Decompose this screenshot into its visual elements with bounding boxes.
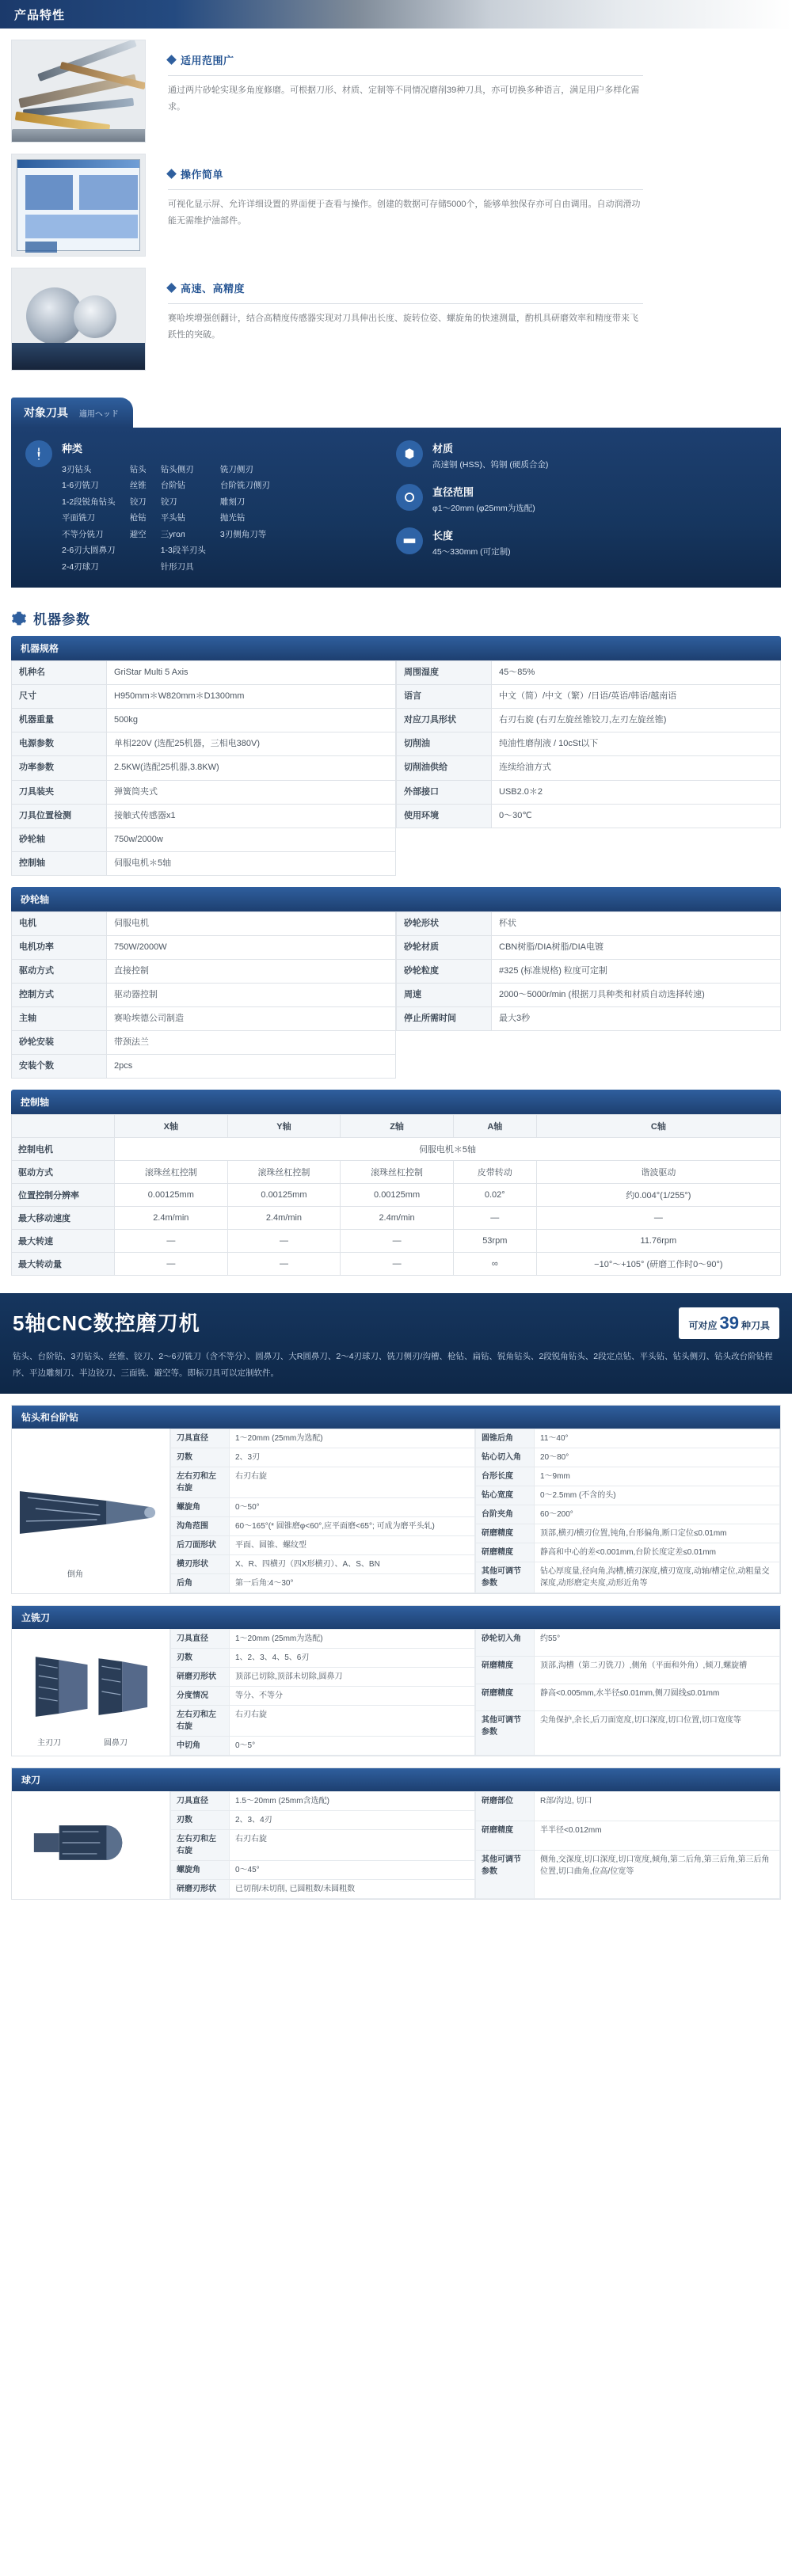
table-row: 台形长度 1～9mm [476, 1467, 780, 1486]
tool-attributes-block [396, 440, 767, 575]
list-item: 3刃侧角刀等 [219, 529, 267, 539]
list-item: 2-4刃球刀 [62, 561, 99, 572]
tool-kinds-title: 种类 [62, 443, 83, 455]
list-item: 1-6刃铣刀 [62, 481, 99, 491]
section-title: 机器参数 [33, 612, 90, 628]
table-row: 研磨刃形状 已切削/未切削, 已圆粗数/未圆粗数 [171, 1879, 475, 1898]
diamond-icon [166, 169, 177, 179]
machine-spec-title: 机器规格 [11, 636, 781, 660]
attribute-title: 材质 [432, 443, 454, 455]
table-row: 刃数 2、3刃 [171, 1448, 475, 1467]
target-tools-section [11, 398, 781, 588]
table-row: 刀具装夹 弹簧筒夹式 [12, 780, 396, 804]
table-row: 切削油 纯油性磨削液 / 10cSt以下 [397, 732, 781, 756]
tool-kinds-col [161, 462, 206, 575]
table-row: 刀具直径 1～20mm (25mm为选配) [171, 1629, 475, 1648]
tool-block-ballnose [11, 1767, 781, 1900]
table-row: 研磨精度 静高和中心的差<0.001mm,台阶长度定差≤0.01mm [476, 1543, 780, 1562]
table-row: 功率参数 2.5KW(选配25机器,3.8KW) [12, 756, 396, 780]
table-row: 研磨刃形状 顶部已切除,顶部未切除,圆鼻刀 [171, 1667, 475, 1686]
table-row: 砂轮切入角 约55° [476, 1629, 780, 1656]
tool-block-endmill [11, 1605, 781, 1756]
list-item: 三угол [160, 529, 185, 539]
table-row: 砂轮安装 带颈法兰 [12, 1030, 396, 1054]
illustration-caption-main: 主刃刀 [37, 1738, 61, 1748]
feature-heading: 高速、高精度 [181, 283, 246, 295]
illustration-caption: 倒角 [67, 1570, 83, 1579]
machine-spec-table-left [11, 660, 396, 875]
drill-icon [25, 440, 52, 467]
wheel-axis-block [11, 887, 781, 1079]
table-row: 分度情况 等分、不等分 [171, 1686, 475, 1705]
table-row: 周速 2000～5000r/min (根据刀具种类和材质自动选择转速) [397, 983, 781, 1006]
attribute-value: 45～330mm (可定制) [432, 546, 511, 557]
wheel-axis-table-left [11, 911, 396, 1079]
endmill-illustration [12, 1629, 170, 1756]
table-row: 尺寸 H950mm＊W820mm＊D1300mm [12, 685, 396, 709]
attribute-title: 直径范围 [432, 485, 474, 498]
list-item: 1-2段锐角钻头 [62, 497, 116, 507]
list-item: 平面铣刀 [62, 513, 95, 523]
list-item: 雕刻刀 [219, 497, 246, 507]
attribute-value: φ1～20mm (φ25mm为选配) [432, 503, 535, 513]
tool-block-heading: 钻头和台阶钻 [12, 1406, 780, 1429]
cnc-title: 5轴CNC数控磨刀机 [13, 1311, 200, 1336]
table-row: 横刃形状 X、R、四横刃（四X形横刃）、A、S、BN [171, 1554, 475, 1573]
ballnose-illustration [12, 1791, 170, 1899]
table-row: 刃数 1、2、3、4、5、6刃 [171, 1648, 475, 1667]
table-row: 左右刃和左右旋 右刃右旋 [171, 1829, 475, 1860]
list-item: 铣刀侧刃 [219, 465, 253, 474]
table-row: 其他可调节参数 尖角保护,余长,后刀面宽度,切口深度,切口位置,切口宽度等 [476, 1711, 780, 1756]
table-row: 切削油供给 连续给油方式 [397, 756, 781, 780]
table-row: 其他可调节参数 侧角,交深度,切口深度,切口宽度,倾角,第二后角,第三后角,第三后角位置,切口曲角,位高/位宽等 [476, 1851, 780, 1899]
list-item: 钻头侧刃 [160, 465, 194, 474]
list-item: 平头钻 [160, 513, 186, 523]
table-row: 驱动方式 滚珠丝杠控制 滚珠丝杠控制 滚珠丝杠控制 皮带转动 谐波驱动 [12, 1161, 781, 1184]
table-row: 砂轮粒度 #325 (标准规格) 粒度可定制 [397, 959, 781, 983]
table-row: 研磨精度 静高<0.005mm,水半径≤0.01mm,侧刀圆线≤0.01mm [476, 1684, 780, 1710]
table-row: 电机功率 750W/2000W [12, 935, 396, 959]
control-axis-table [11, 1114, 781, 1276]
divider [168, 189, 643, 190]
page-title: 产品特性 [14, 8, 66, 22]
table-row: 刀具直径 1.5～20mm (25mm含选配) [171, 1791, 475, 1810]
table-row: 研磨精度 顶部,横刃/横刃位置,钝角,台形偏角,断口定位≤0.01mm [476, 1524, 780, 1543]
list-item: 2-6刃大圆鼻刀 [62, 546, 116, 556]
feature-text [168, 268, 643, 344]
target-tools-tab-subtitle: 適用ヘッド [78, 410, 119, 419]
table-row: 砂轮材质 CBN树脂/DIA树脂/DIA电镀 [397, 935, 781, 959]
list-item: 抛光钻 [219, 513, 246, 523]
table-row: 驱动方式 直接控制 [12, 959, 396, 983]
list-item: 1-3段半刃头 [160, 546, 206, 556]
table-row: 螺旋角 0～50° [171, 1497, 475, 1516]
table-row: 研磨精度 半半径<0.012mm [476, 1821, 780, 1851]
list-item: 3刃钻头 [62, 465, 92, 474]
table-row: 周围湿度 45～85% [397, 661, 781, 685]
tool-block-heading: 球刀 [12, 1768, 780, 1791]
table-row: 刀具直径 1～20mm (25mm为选配) [171, 1429, 475, 1448]
table-row: 最大移动速度 2.4m/min 2.4m/min 2.4m/min — — [12, 1207, 781, 1230]
software-screen-photo [11, 154, 146, 257]
cnc-banner [0, 1293, 792, 1394]
badge-prefix: 可对应 [688, 1320, 718, 1332]
material-icon [396, 440, 423, 467]
divider [168, 75, 643, 76]
table-row: 外部接口 USB2.0＊2 [397, 780, 781, 804]
tool-kinds-col [130, 462, 147, 575]
list-item: 台阶铣刀侧刃 [219, 481, 270, 491]
tool-block-drill [11, 1405, 781, 1594]
table-row: 电源参数 单相220V (选配25机器，三相电380V) [12, 732, 396, 756]
tool-block-heading: 立铣刀 [12, 1606, 780, 1629]
wheel-axis-table-right [396, 911, 781, 1031]
machine-wheel-photo [11, 268, 146, 371]
illustration-caption-sub: 圆鼻刀 [104, 1738, 128, 1748]
table-row: 机器重量 500kg [12, 709, 396, 732]
table-row: 停止所需时间 最大3秒 [397, 1006, 781, 1030]
table-row: 钻心切入角 20～80° [476, 1448, 780, 1467]
diamond-icon [166, 283, 177, 293]
table-row: 控制方式 驱动器控制 [12, 983, 396, 1006]
table-row: 安装个数 2pcs [12, 1054, 396, 1078]
table-row: 研磨部位 R部/沟边, 切口 [476, 1791, 780, 1821]
table-row: 沟角范围 60～165°(* 圆锥磨φ<60°,应平面磨<65°; 可成为磨平头轧) [171, 1516, 475, 1535]
attribute-row [396, 440, 767, 473]
target-tools-tab [11, 398, 133, 428]
table-row: 最大转速 — — — 53rpm 11.76rpm [12, 1230, 781, 1253]
feature-heading: 操作简单 [181, 169, 224, 181]
feature-body: 可视化显示屏、允许详细设置的界面便于查看与操作。创建的数据可存储5000个，能够单独保存亦可自由调用。自动润滑功能无需维护油部件。 [168, 200, 641, 226]
table-row: 螺旋角 0～45° [171, 1860, 475, 1879]
machine-params-header [11, 608, 781, 628]
tool-table-left [170, 1791, 475, 1899]
table-row: 对应刀具形状 右刃右旋 (右刃左旋丝锥铰刀,左刃左旋丝锥) [397, 709, 781, 732]
control-axis-title: 控制轴 [11, 1090, 781, 1114]
tool-count-badge [679, 1307, 779, 1339]
table-row: 控制电机 伺服电机＊5轴 [12, 1138, 781, 1161]
table-row: 后刀面形状 平面、圆锥、螺纹型 [171, 1535, 475, 1554]
feature-item [0, 40, 792, 143]
attribute-row [396, 527, 767, 560]
feature-text [168, 40, 643, 116]
endmill-diagram-icon [12, 1629, 169, 1756]
table-row: 刃数 2、3、4刃 [171, 1810, 475, 1829]
list-item: 钻头 [129, 465, 147, 474]
tool-table-right [475, 1629, 780, 1756]
feature-item [0, 154, 792, 257]
cutting-tools-photo [11, 40, 146, 143]
table-row: 其他可调节参数 钻心厚度量,径向角,沟槽,横刃深度,横刃宽度,动轴/槽定位,动粗量交深度,动形磨定夹度,动形近角等 [476, 1562, 780, 1592]
length-icon [396, 527, 423, 554]
table-row: 机种名 GriStar Multi 5 Axis [12, 661, 396, 685]
feature-item [0, 268, 792, 371]
list-item: 铰刀 [160, 497, 177, 507]
table-row: 语言 中文（简）/中文（繁）/日语/英语/韩语/越南语 [397, 685, 781, 709]
machine-spec-block [11, 636, 781, 875]
feature-text [168, 154, 643, 230]
cnc-description: 钻头、台阶钻、3刃钻头、丝锥、铰刀、2～6刃铣刀（含不等分）、圆鼻刀、大R圆鼻刀、2～4刃球刀、铣刀侧刃/沟槽、枪钻、扁钻、锐角钻头、2段锐角钻头、2段定点钻、平头钻、钻头侧刃、钻头改台阶钻程序、平边雕刻刀、半边铰刀、三面铣、避空等。即标刀具可以定制软件。 [13, 1352, 773, 1378]
table-row: 圆锥后角 11～40° [476, 1429, 780, 1448]
drill-diagram-icon [12, 1429, 169, 1593]
table-row: 钻心宽度 0～2.5mm (不含的头) [476, 1486, 780, 1505]
table-row: 电机 伺服电机 [12, 911, 396, 935]
attribute-value: 高速钢 (HSS)、钨钢 (硬质合金) [432, 460, 549, 470]
table-row: 中切角 0～5° [171, 1736, 475, 1755]
table-row: 左右刃和左右旋 右刃右旋 [171, 1705, 475, 1736]
tool-table-left [170, 1629, 475, 1756]
feature-heading: 适用范围广 [181, 55, 234, 67]
list-item: 铰刀 [129, 497, 147, 507]
tool-kinds-block [25, 440, 396, 575]
attribute-title: 长度 [432, 529, 454, 542]
tool-table-right [475, 1429, 780, 1593]
tool-kinds-col [220, 462, 270, 575]
ballnose-diagram-icon [12, 1791, 169, 1899]
table-row: 后角 第一后角:4～30° [171, 1573, 475, 1592]
feature-body: 通过两片砂轮实现多角度修磨。可根据刀形、材质、定制等不同情况磨削39种刀具，亦可切换多种语言，满足用户多样化需求。 [168, 86, 640, 112]
list-item: 不等分铣刀 [62, 529, 104, 539]
wheel-axis-title: 砂轮轴 [11, 887, 781, 911]
badge-suffix: 种刀具 [741, 1320, 770, 1332]
attribute-row [396, 484, 767, 516]
divider [168, 303, 643, 304]
gear-icon [11, 611, 27, 626]
table-row: 最大转动量 — — — ∞ −10°～+105° (研磨工作时0～90°) [12, 1253, 781, 1276]
list-item: 针形刀具 [160, 561, 194, 572]
target-tools-body [11, 428, 781, 588]
table-row: 台阶夹角 60～200° [476, 1505, 780, 1524]
table-row: 使用环境 0～30℃ [397, 804, 781, 828]
tool-table-right [475, 1791, 780, 1899]
feature-body: 赛哈埃增强创翻计，结合高精度传感器实现对刀具伸出长度、旋转位姿、螺旋角的快速测量，酌机具研磨效率和精度带来飞跃性的突破。 [168, 314, 638, 340]
list-item: 台阶钻 [160, 481, 186, 491]
target-tools-tab-title: 对象刀具 [24, 406, 68, 419]
tool-table-left [170, 1429, 475, 1593]
table-row: 左右刃和左右旋 右刃右旋 [171, 1467, 475, 1497]
table-row: 控制轴 伺服电机＊5轴 [12, 851, 396, 875]
table-row: 主轴 赛哈埃德公司制造 [12, 1006, 396, 1030]
tool-kinds-col [62, 462, 116, 575]
control-axis-block [11, 1090, 781, 1276]
diameter-icon [396, 484, 423, 511]
table-row: 研磨精度 顶部,沟槽（第二刃铣刀）,侧角（平面和外角）,倾刀,螺旋槽 [476, 1657, 780, 1684]
badge-number: 39 [719, 1313, 739, 1334]
machine-spec-table-right [396, 660, 781, 828]
features-section [0, 29, 792, 390]
table-row: 砂轮轴 750w/2000w [12, 828, 396, 851]
list-item: 丝锥 [129, 481, 147, 491]
table-row: 刀具位置检测 接触式传感器x1 [12, 804, 396, 828]
table-row: 位置控制分辨率 0.00125mm 0.00125mm 0.00125mm 0.02° 约0.004°(1/255°) [12, 1184, 781, 1207]
table-header-row: X轴 Y轴 Z轴 A轴 C轴 [12, 1115, 781, 1138]
list-item: 避空 [129, 529, 147, 539]
page-header [0, 0, 792, 29]
drill-illustration [12, 1429, 170, 1593]
table-row: 砂轮形状 杯状 [397, 911, 781, 935]
diamond-icon [166, 55, 177, 65]
list-item: 枪钻 [129, 513, 147, 523]
